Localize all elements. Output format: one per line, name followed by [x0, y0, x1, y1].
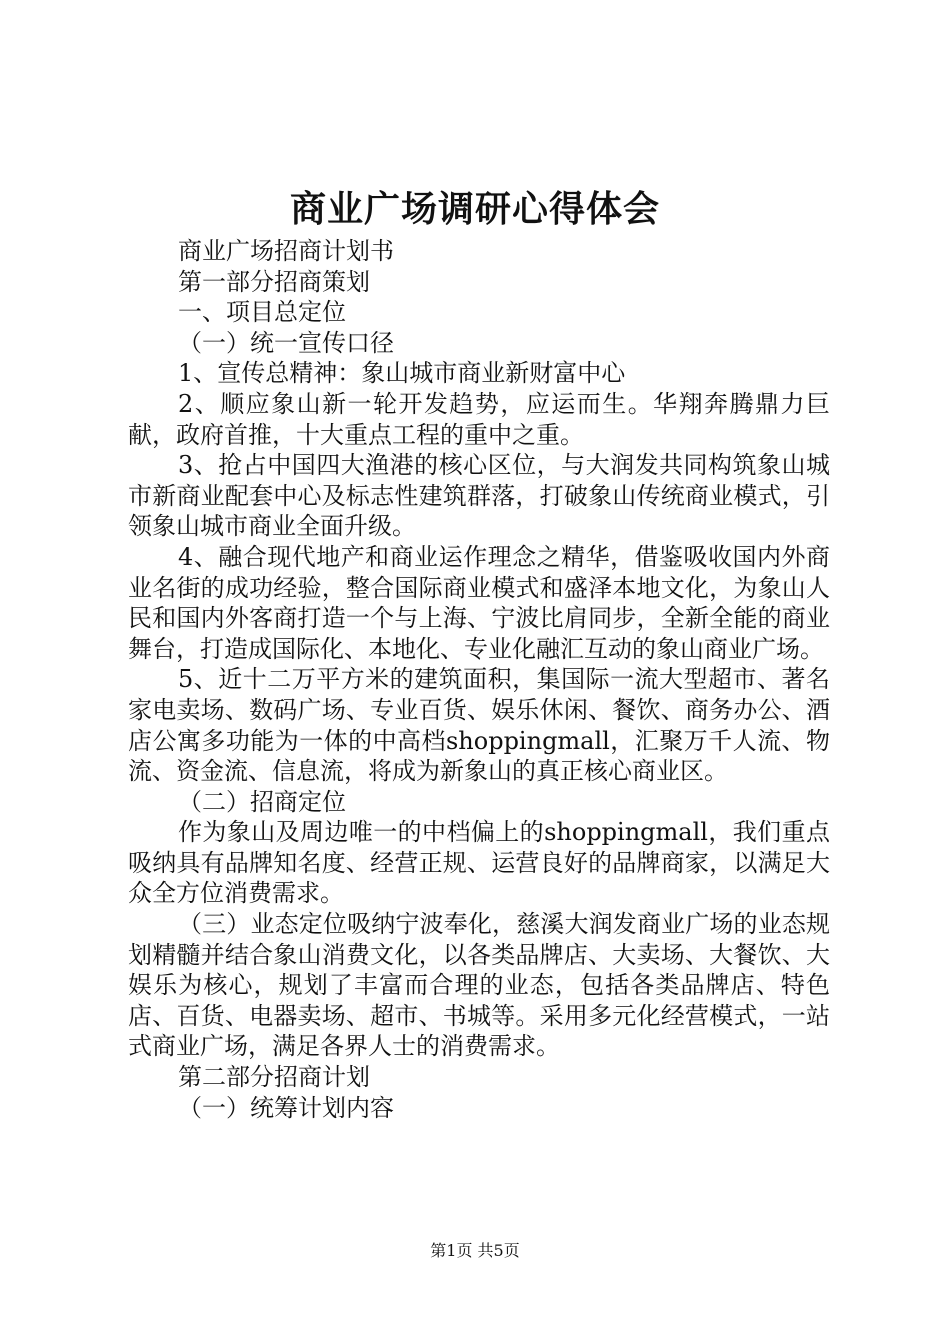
paragraph: （三）业态定位吸纳宁波奉化，慈溪大润发商业广场的业态规划精髓并结合象山消费文化，以各类品牌店、大卖场、大餐饮、大娱乐为核心，规划了丰富而合理的业态，包括各类品牌店、特色店、百货、电器卖场、超市、书城等。采用多元化经营模式，一站式商业广场，满足各界人士的消费需求。	[128, 910, 830, 1061]
paragraph: 第二部分招商计划	[178, 1063, 370, 1092]
paragraph: 3、抢占中国四大渔港的核心区位，与大润发共同构筑象山城市新商业配套中心及标志性建筑群落，打破象山传统商业模式，引领象山城市商业全面升级。	[128, 451, 830, 541]
paragraph: 一、项目总定位	[178, 298, 346, 327]
paragraph: 第一部分招商策划	[178, 267, 370, 296]
paragraph: 2、顺应象山新一轮开发趋势，应运而生。华翔奔腾鼎力巨献，政府首推，十大重点工程的重中之重。	[128, 389, 830, 449]
document-title: 商业广场调研心得体会	[289, 188, 660, 230]
page-number-footer: 第1页 共5页	[430, 1241, 520, 1260]
paragraph: （一）统一宣传口径	[178, 328, 394, 357]
paragraph: 5、近十二万平方米的建筑面积，集国际一流大型超市、著名家电卖场、数码广场、专业百货、娱乐休闲、餐饮、商务办公、酒店公寓多功能为一体的中高档shoppingmall，汇聚万千人流、物流、资金流、信息流，将成为新象山的真正核心商业区。	[128, 665, 830, 786]
paragraph: 4、融合现代地产和商业运作理念之精华，借鉴吸收国内外商业名街的成功经验，整合国际商业模式和盛泽本地文化，为象山人民和国内外客商打造一个与上海、宁波比肩同步，全新全能的商业舞台，打造成国际化、本地化、专业化融汇互动的象山商业广场。	[128, 542, 830, 663]
paragraph: （二）招商定位	[178, 787, 346, 816]
paragraph: 1、宣传总精神：象山城市商业新财富中心	[178, 359, 626, 388]
paragraph: 商业广场招商计划书	[178, 237, 394, 265]
document-body	[128, 236, 830, 1123]
paragraph: （一）统筹计划内容	[178, 1093, 394, 1122]
paragraph: 作为象山及周边唯一的中档偏上的shoppingmall，我们重点吸纳具有品牌知名度、经营正规、运营良好的品牌商家，以满足大众全方位消费需求。	[128, 818, 830, 908]
